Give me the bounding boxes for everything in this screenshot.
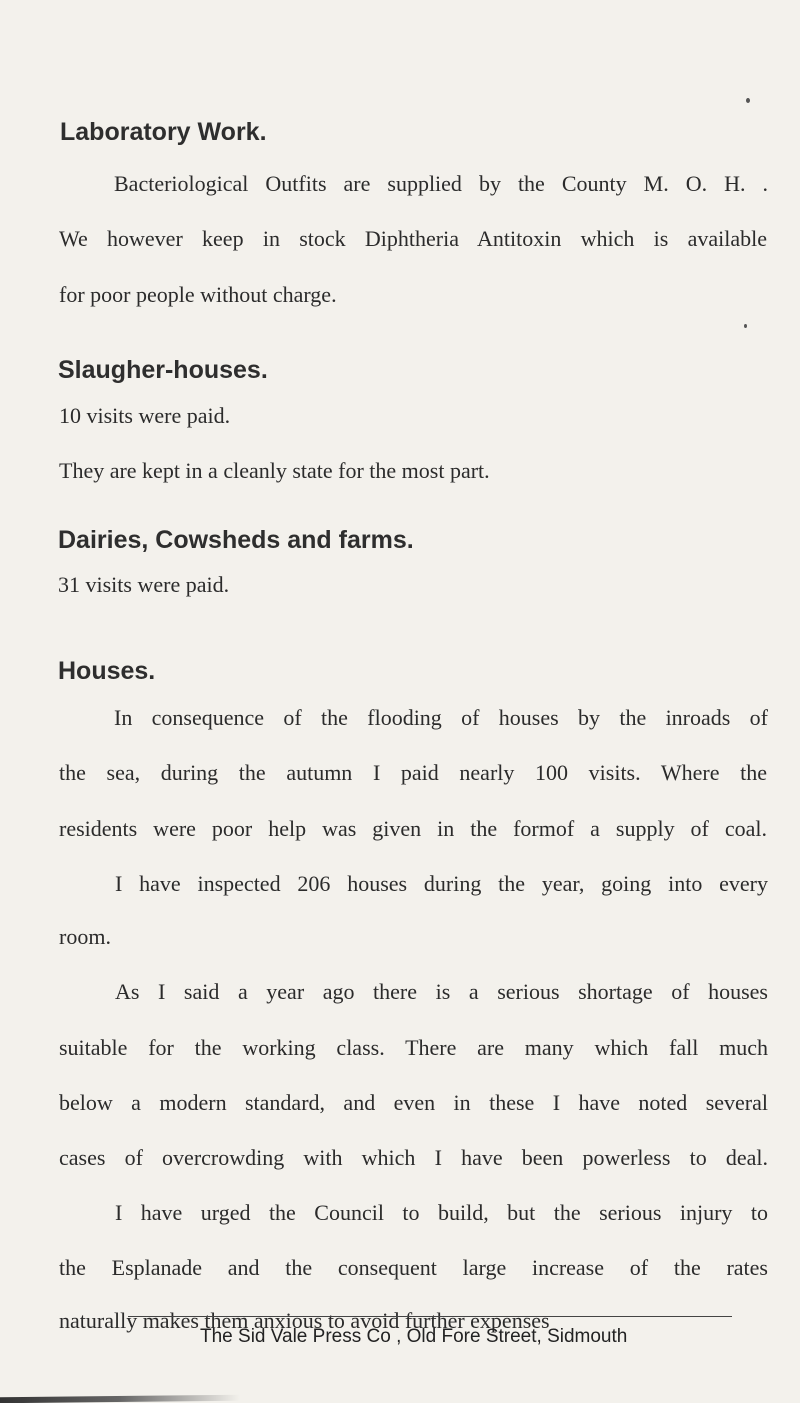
houses-line-7: suitable for the working class. There are many which fall much bbox=[59, 1035, 768, 1060]
houses-line-4: I have inspected 206 houses during the year, going into every bbox=[115, 871, 768, 896]
section-heading-laboratory-work: Laboratory Work. bbox=[60, 118, 267, 146]
houses-line-8: below a modern standard, and even in these I have noted several bbox=[59, 1090, 768, 1115]
dairies-line-1: 31 visits were paid. bbox=[58, 572, 230, 597]
houses-line-9: cases of overcrowding with which I have been powerless to deal. bbox=[59, 1145, 768, 1170]
houses-line-11: the Esplanade and the consequent large increase of the rates bbox=[59, 1255, 768, 1280]
houses-line-1: In consequence of the flooding of houses by the inroads of bbox=[114, 705, 768, 730]
houses-line-5: room. bbox=[59, 924, 111, 949]
slaughter-line-2: They are kept in a cleanly state for the most part. bbox=[59, 458, 490, 483]
laboratory-line-1: Bacteriological Outfits are supplied by the County M. O. H. . bbox=[114, 171, 768, 196]
slaughter-line-1: 10 visits were paid. bbox=[59, 403, 231, 428]
footer-rule bbox=[128, 1316, 732, 1317]
scan-speck bbox=[746, 98, 750, 103]
laboratory-line-3: for poor people without charge. bbox=[59, 282, 337, 307]
houses-line-10: I have urged the Council to build, but the serious injury to bbox=[115, 1200, 768, 1225]
laboratory-line-2: We however keep in stock Diphtheria Antitoxin which is available bbox=[59, 226, 767, 251]
section-heading-slaughter-houses: Slaugher-houses. bbox=[58, 356, 268, 384]
houses-line-2: the sea, during the autumn I paid nearly 100 visits. Where the bbox=[59, 760, 767, 785]
printer-imprint: The Sid Vale Press Co , Old Fore Street, Sidmouth bbox=[200, 1326, 628, 1347]
houses-line-12: naturally makes them anxious to avoid further expenses bbox=[59, 1308, 550, 1333]
houses-line-3: residents were poor help was given in the formof a supply of coal. bbox=[59, 816, 767, 841]
section-heading-houses: Houses. bbox=[58, 657, 156, 685]
section-heading-dairies: Dairies, Cowsheds and farms. bbox=[58, 526, 414, 554]
scan-speck bbox=[744, 324, 747, 328]
houses-line-6: As I said a year ago there is a serious shortage of houses bbox=[115, 979, 768, 1004]
